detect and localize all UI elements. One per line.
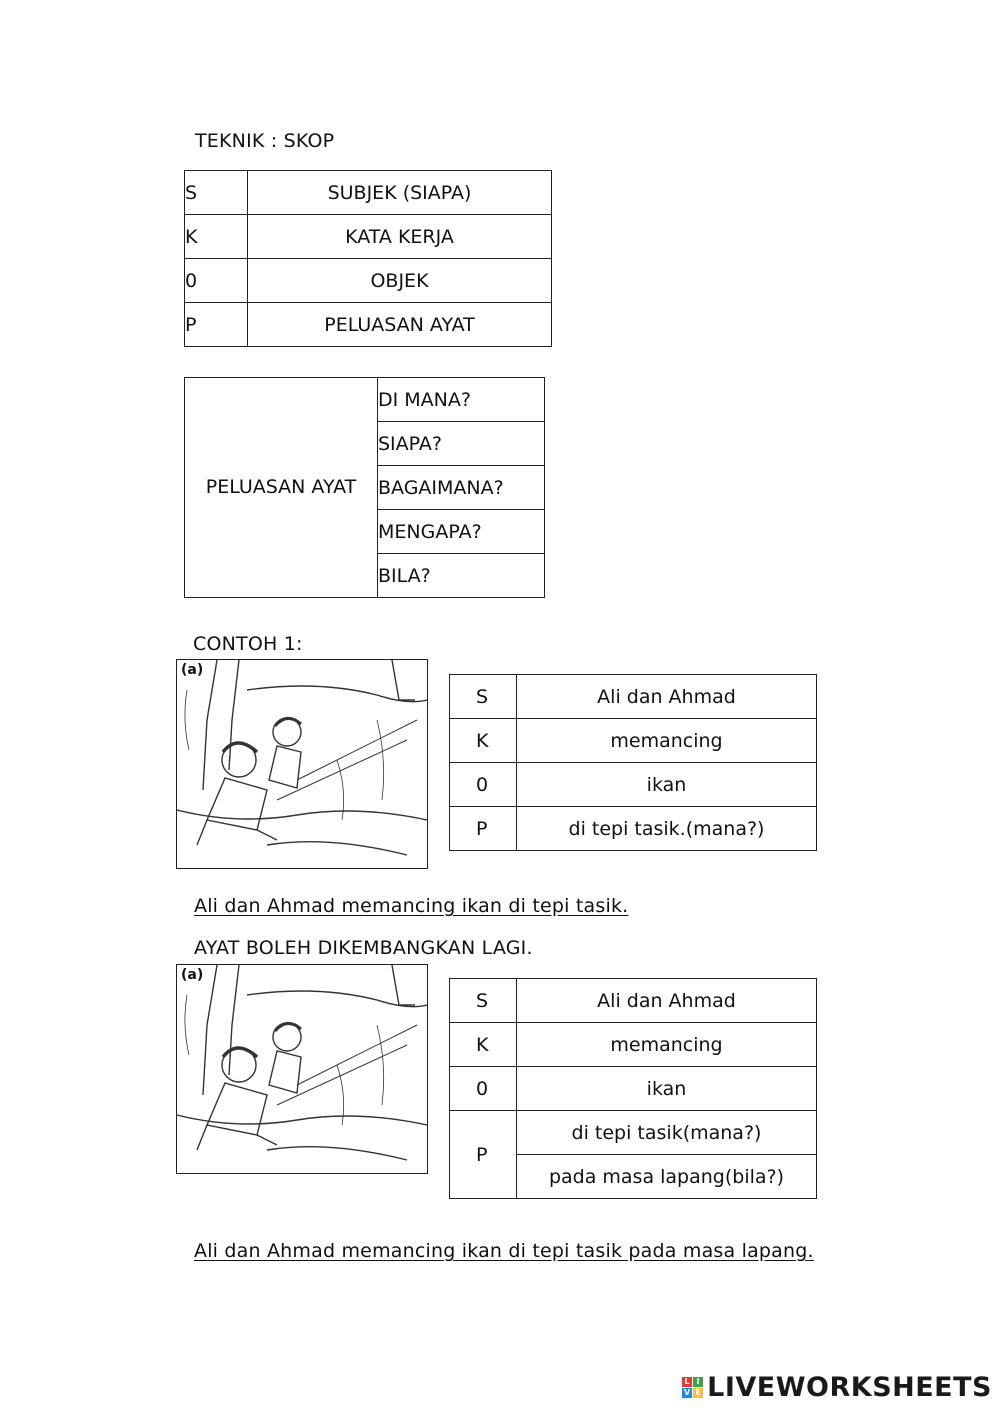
example-letter: S (450, 979, 517, 1023)
peluasan-label: PELUASAN AYAT (185, 378, 378, 598)
example-value: memancing (517, 719, 817, 763)
example-value: Ali dan Ahmad (517, 675, 817, 719)
example-value: ikan (517, 1067, 817, 1111)
example-letter: 0 (450, 1067, 517, 1111)
table-row (450, 763, 817, 807)
question-cell: BILA? (378, 554, 545, 598)
example-value: memancing (517, 1023, 817, 1067)
skop-letter: 0 (185, 259, 248, 303)
table-row (185, 171, 552, 215)
brand-name: LIVEWORKSHEETS (707, 1372, 992, 1403)
skop-meaning: SUBJEK (SIAPA) (248, 171, 552, 215)
example1-heading: CONTOH 1: (193, 633, 303, 655)
example-value: ikan (517, 763, 817, 807)
logo-letter: V (684, 1388, 691, 1397)
logo-letter: L (682, 1377, 692, 1387)
example1-sentence: Ali dan Ahmad memancing ikan di tepi tasik. (194, 895, 629, 917)
table-row (185, 378, 545, 422)
example2-sentence: Ali dan Ahmad memancing ikan di tepi tasik pada masa lapang. (194, 1240, 814, 1262)
example-value: di tepi tasik.(mana?) (517, 807, 817, 851)
liveworksheets-logo (682, 1372, 992, 1403)
table-row (450, 1067, 817, 1111)
fishing-boys-illustration (176, 659, 428, 869)
table-row (450, 807, 817, 851)
question-cell: DI MANA? (378, 378, 545, 422)
example2-table (449, 978, 817, 1199)
skop-meaning: KATA KERJA (248, 215, 552, 259)
peluasan-table (184, 377, 545, 598)
table-row (185, 259, 552, 303)
image-label: (a) (181, 967, 204, 983)
table-row (450, 1111, 817, 1155)
skop-letter: P (185, 303, 248, 347)
skop-letter: S (185, 171, 248, 215)
example-value: Ali dan Ahmad (517, 979, 817, 1023)
skop-letter: K (185, 215, 248, 259)
illustration-drawing (177, 965, 427, 1173)
technique-heading: TEKNIK : SKOP (195, 130, 335, 152)
table-row (185, 303, 552, 347)
image-label: (a) (181, 662, 204, 678)
example-letter: P (450, 807, 517, 851)
question-cell: BAGAIMANA? (378, 466, 545, 510)
example-value: pada masa lapang(bila?) (517, 1155, 817, 1199)
fishing-boys-illustration (176, 964, 428, 1174)
example-letter: K (450, 719, 517, 763)
logo-letter: I (693, 1377, 703, 1387)
example-letter: 0 (450, 763, 517, 807)
table-row (185, 215, 552, 259)
table-row (450, 1023, 817, 1067)
example-value: di tepi tasik(mana?) (517, 1111, 817, 1155)
example-letter: P (450, 1111, 517, 1199)
table-row (450, 719, 817, 763)
example1-table (449, 674, 817, 851)
skop-meaning: OBJEK (248, 259, 552, 303)
example-letter: S (450, 675, 517, 719)
logo-mark-icon (682, 1377, 703, 1398)
skop-meaning: PELUASAN AYAT (248, 303, 552, 347)
example-letter: K (450, 1023, 517, 1067)
logo-letter: E (693, 1388, 703, 1398)
illustration-drawing (177, 660, 427, 868)
skop-table (184, 170, 552, 347)
question-cell: MENGAPA? (378, 510, 545, 554)
question-cell: SIAPA? (378, 422, 545, 466)
table-row (450, 979, 817, 1023)
example2-heading: AYAT BOLEH DIKEMBANGKAN LAGI. (194, 937, 533, 959)
table-row (450, 675, 817, 719)
